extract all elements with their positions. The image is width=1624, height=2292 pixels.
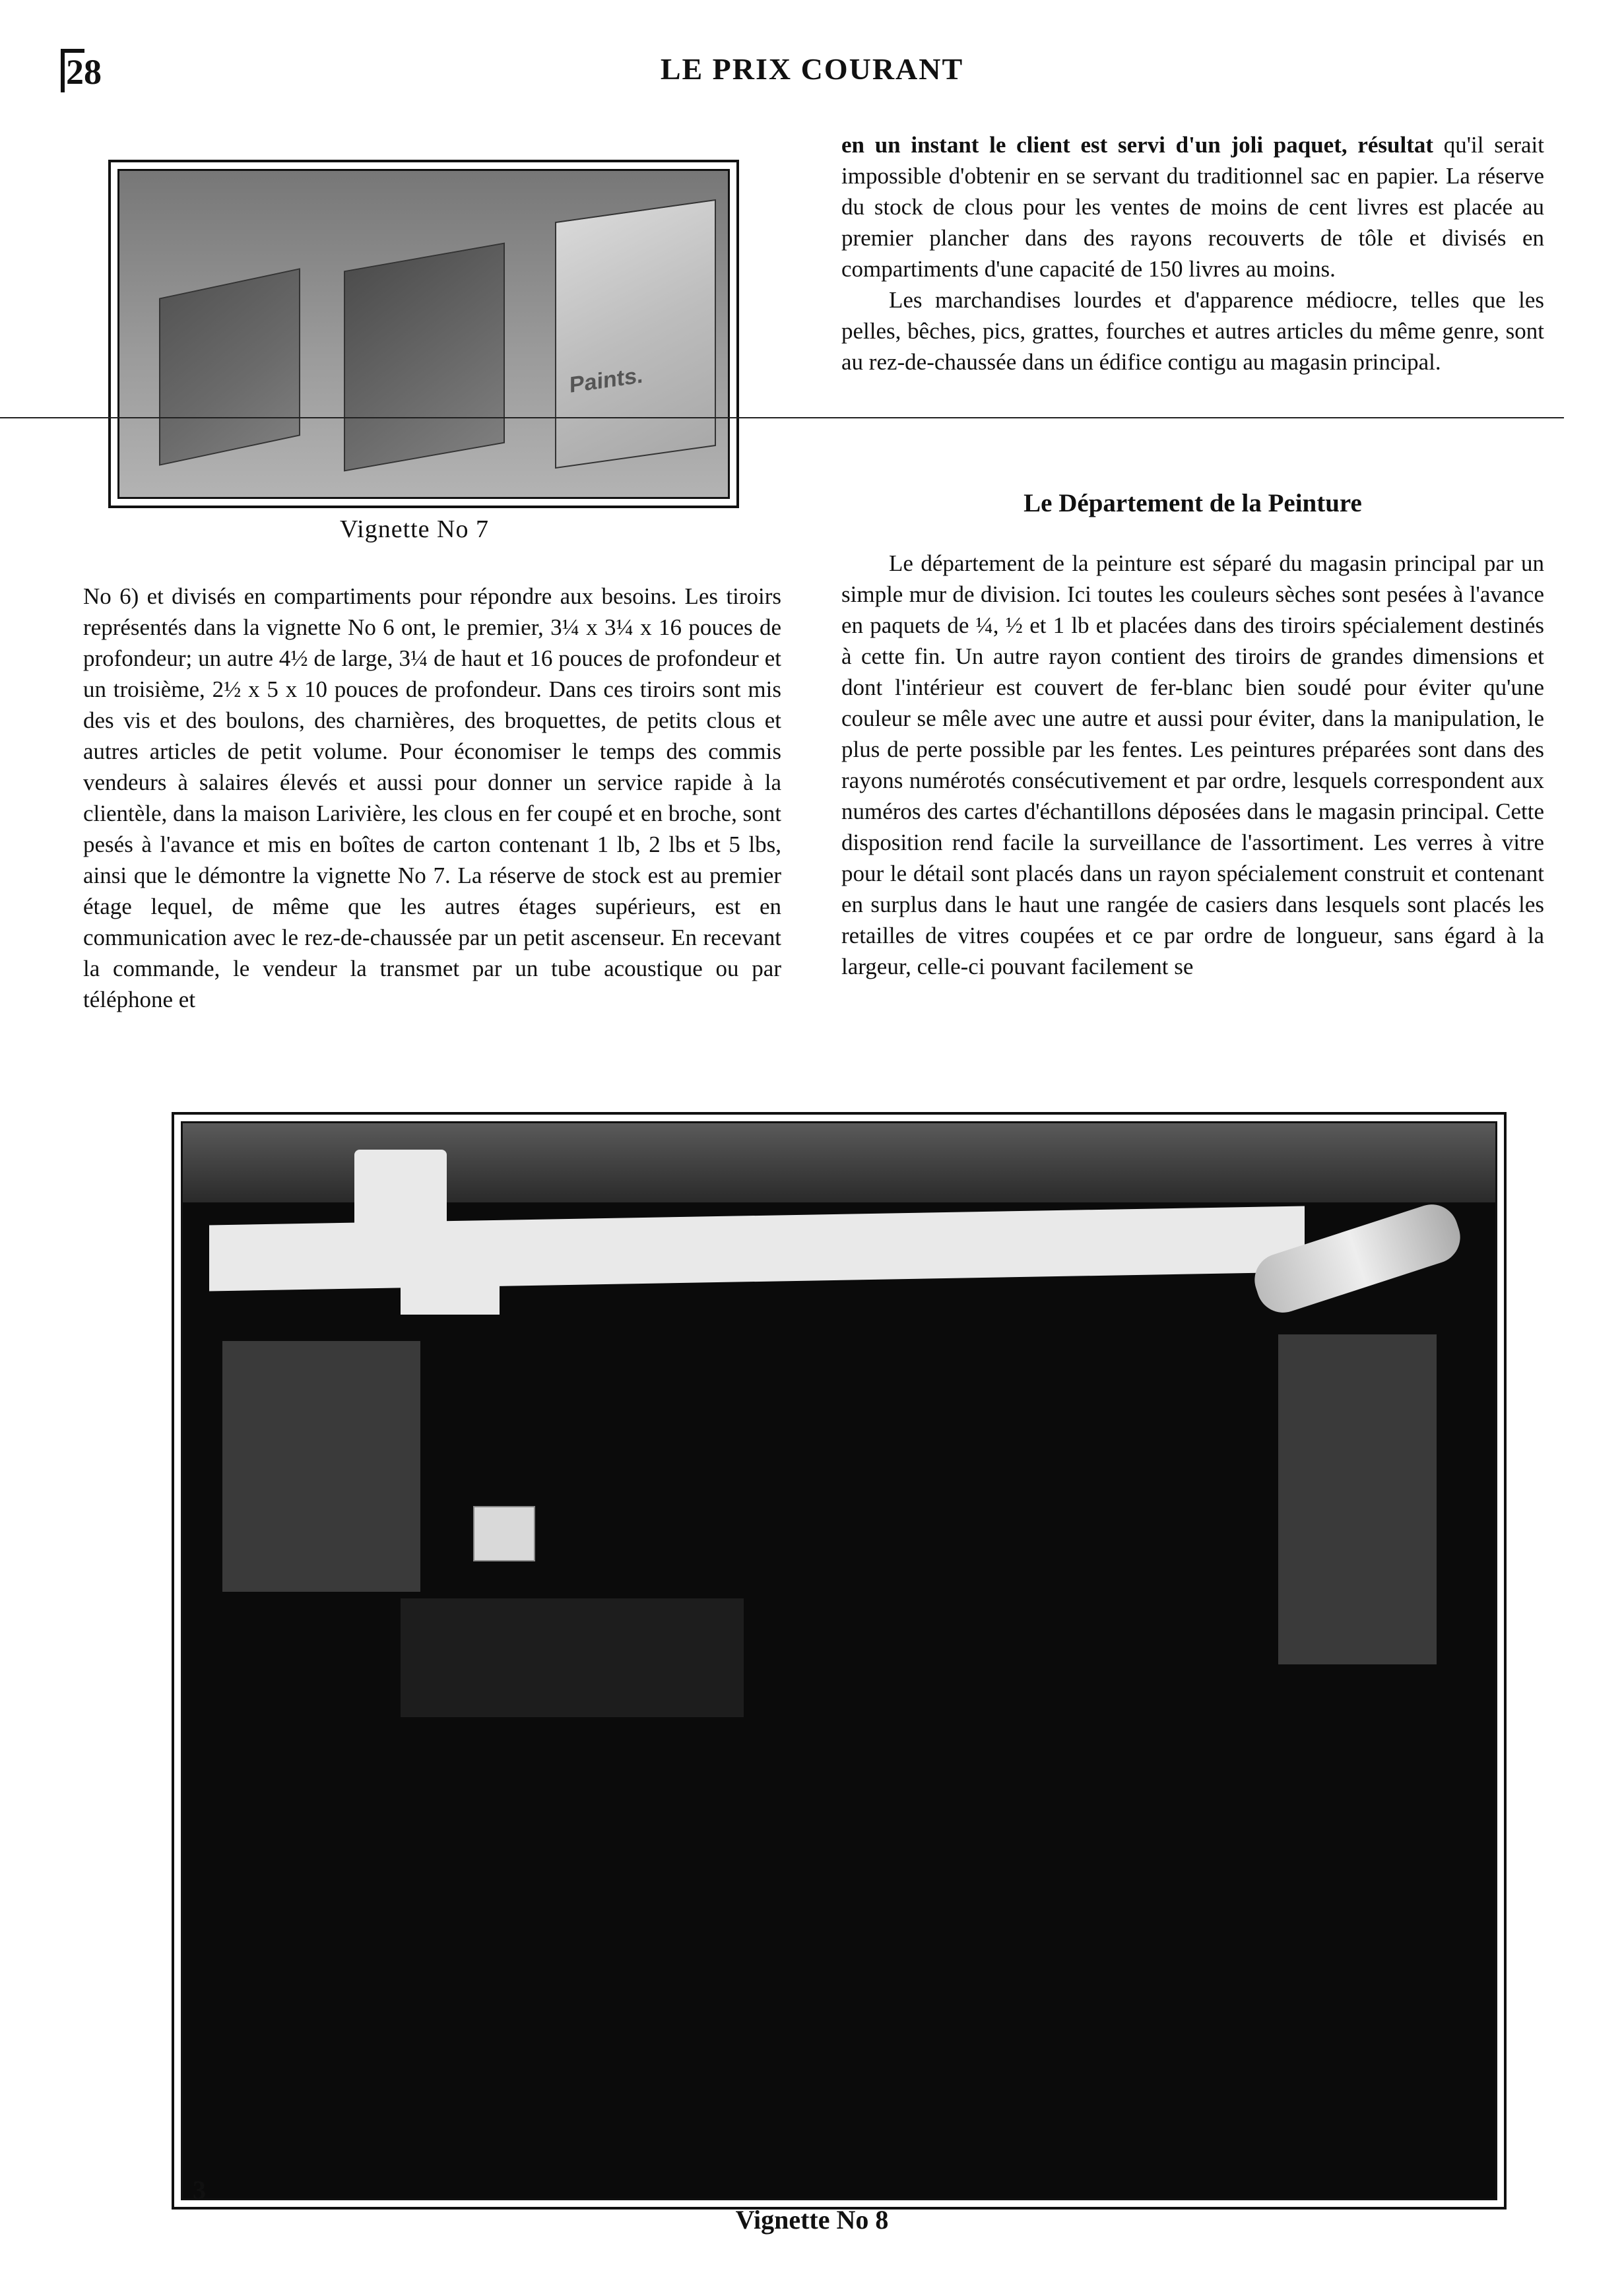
hanging-panel	[401, 1275, 500, 1315]
box-label: Paints.	[569, 362, 643, 399]
vignette-8-caption: Vignette No 8	[735, 2205, 889, 2235]
shelving-right	[1278, 1334, 1437, 1664]
vignette-7-image	[117, 169, 730, 499]
carton-box-small	[159, 268, 300, 465]
vignette-7-photo	[108, 160, 739, 508]
lead-rest-text: qu'il serait impossible d'obtenir en se servant du traditionnel sac en papier. La réserve du stock de clous pour les ventes de moins de cent livres est placée au premier plancher dans des rayons recouverts de tôle et divisés en compartiments d'une capacité de 150 livres au moins.	[841, 132, 1544, 282]
page-number-text: 28	[66, 52, 102, 92]
right-column-paint-department	[841, 548, 1544, 982]
corner-mark: 3	[193, 2175, 206, 2205]
vignette-8-photo	[172, 1112, 1507, 2210]
right-column-top	[841, 129, 1544, 377]
left-column	[83, 581, 781, 1015]
scan-line	[0, 417, 1564, 418]
running-title: LE PRIX COURANT	[660, 52, 964, 86]
counter	[401, 1598, 744, 1717]
wall-notice	[473, 1506, 535, 1561]
paragraph-drawers: No 6) et divisés en compartiments pour répondre aux besoins. Les tiroirs représentés dans la vignette No 6 ont, le premier, 3¼ x 3¼ x 16 pouces de profondeur; un autre 4½ de large, 3¼ de haut et 16 pouces de profondeur et un troisième, 2½ x 5 x 10 pouces de profondeur. Dans ces tiroirs sont mis des vis et des boulons, des charnières, des broquettes, de petits clous et autres articles de petit volume. Pour économiser le temps des commis vendeurs à salaires élevés et aussi pour donner un service rapide à la clientèle, dans la maison Larivière, les clous en fer coupé et en broche, sont pesés à l'avance et mis en boîtes de carton contenant 1 lb, 2 lbs et 5 lbs, ainsi que le démontre la vignette No 7. La réserve de stock est au premier étage lequel, de même que les autres étages supérieurs, est en communication avec le rez-de-chaussée par un petit ascenseur. En recevant la commande, le vendeur la transmet par un tube acoustique ou par téléphone et	[83, 583, 781, 1012]
section-heading: Le Département de la Peinture	[1023, 489, 1362, 517]
paragraph-heavy-goods: Les marchandises lourdes et d'apparence médiocre, telles que les pelles, bêches, pics, grattes, fourches et autres articles du même genre, sont au rez-de-chaussée dans un édifice contigu au magasin principal.	[841, 287, 1544, 375]
carton-box-large	[555, 199, 716, 469]
shelving-left	[222, 1341, 420, 1592]
paragraph-continuation	[841, 129, 1544, 284]
vignette-7-caption: Vignette No 7	[339, 515, 489, 543]
carton-box-medium	[344, 242, 505, 471]
vignette-8-image	[181, 1121, 1497, 2200]
ceiling-lamp	[354, 1150, 447, 1235]
paragraph-paint-department: Le département de la peinture est séparé du magasin principal par un simple mur de division. Ici toutes les couleurs sèches sont pesées à l'avance en paquets de ¼, ½ et 1 lb et placées dans des tiroirs spécialement destinés à cette fin. Un autre rayon contient des tiroirs de grandes dimensions et dont l'intérieur est couvert de fer-blanc bien soudé pour éviter qu'une couleur se mêle avec une autre et aussi pour éviter, dans la manipulation, le plus de perte possible par les fentes. Les peintures préparées sont dans des rayons numérotés consécutivement et par ordre, lesquels correspondent aux numéros des cartes d'échantillons déposées dans le magasin principal. Cette disposition rend facile la surveillance de l'assortiment. Les verres à vitre pour le détail sont placés dans un rayon spécialement construit et contenant en surplus dans le haut une rangée de casiers dans lesquels sont placés les retailles de vitres coupées et ce par ordre de longueur, sans égard à la largeur, celle-ci pouvant facilement se	[841, 550, 1544, 979]
lead-bold-text: en un instant le client est servi d'un joli paquet, résultat	[841, 132, 1434, 158]
